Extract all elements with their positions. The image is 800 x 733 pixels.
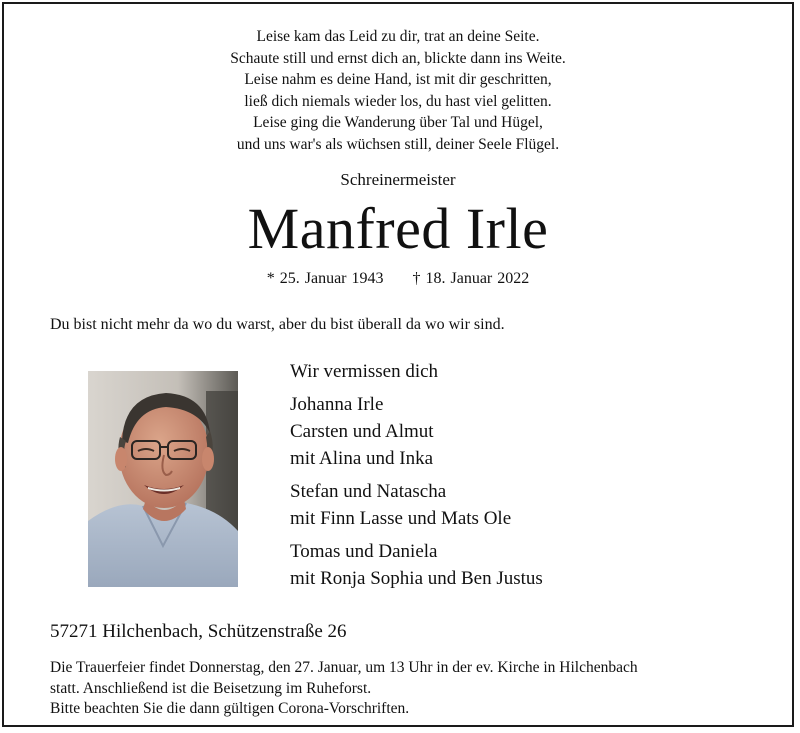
poem bbox=[4, 26, 792, 156]
death-date: † 18. Januar 2022 bbox=[412, 270, 530, 287]
funeral-info bbox=[50, 658, 638, 720]
funeral-line: statt. Anschließend ist die Beisetzung im Ruheforst. bbox=[50, 679, 372, 697]
family-member: Carsten und Almut bbox=[290, 421, 434, 442]
address: 57271 Hilchenbach, Schützenstraße 26 bbox=[50, 621, 347, 642]
poem-line: und uns war's als wüchsen still, deiner Seele Flügel. bbox=[236, 135, 560, 153]
family-member: Stefan und Natascha bbox=[290, 481, 447, 502]
poem-line: Leise nahm es deine Hand, ist mit dir geschritten, bbox=[244, 71, 552, 89]
family-member: Tomas und Daniela bbox=[290, 541, 438, 562]
deceased-name: Manfred Irle bbox=[247, 196, 549, 261]
birth-date: * 25. Januar 1943 bbox=[266, 270, 384, 287]
poem-line: ließ dich niemals wieder los, du hast viel gelitten. bbox=[244, 92, 552, 110]
family-member: mit Ronja Sophia und Ben Justus bbox=[290, 568, 543, 589]
life-dates bbox=[4, 270, 792, 288]
obituary-notice bbox=[2, 2, 794, 727]
family-member: mit Finn Lasse und Mats Ole bbox=[290, 508, 512, 529]
funeral-line: Die Trauerfeier findet Donnerstag, den 27. Januar, um 13 Uhr in der ev. Kirche in Hilchenbach bbox=[50, 659, 638, 676]
family-member: Johanna Irle bbox=[290, 394, 384, 415]
profession: Schreinermeister bbox=[340, 170, 456, 189]
poem-line: Schaute still und ernst dich an, blickte dann ins Weite. bbox=[230, 49, 566, 67]
family-group bbox=[290, 538, 543, 592]
family-list bbox=[290, 358, 543, 598]
motto: Du bist nicht mehr da wo du warst, aber du bist überall da wo wir sind. bbox=[50, 316, 505, 333]
family-group bbox=[290, 391, 543, 472]
portrait-photo bbox=[88, 371, 238, 587]
funeral-line: Bitte beachten Sie die dann gültigen Corona-Vorschriften. bbox=[50, 700, 410, 717]
family-member: mit Alina und Inka bbox=[290, 448, 434, 469]
family-heading: Wir vermissen dich bbox=[290, 361, 439, 382]
poem-line: Leise kam das Leid zu dir, trat an deine Seite. bbox=[256, 28, 540, 45]
poem-line: Leise ging die Wanderung über Tal und Hügel, bbox=[253, 114, 543, 132]
family-group bbox=[290, 478, 543, 532]
